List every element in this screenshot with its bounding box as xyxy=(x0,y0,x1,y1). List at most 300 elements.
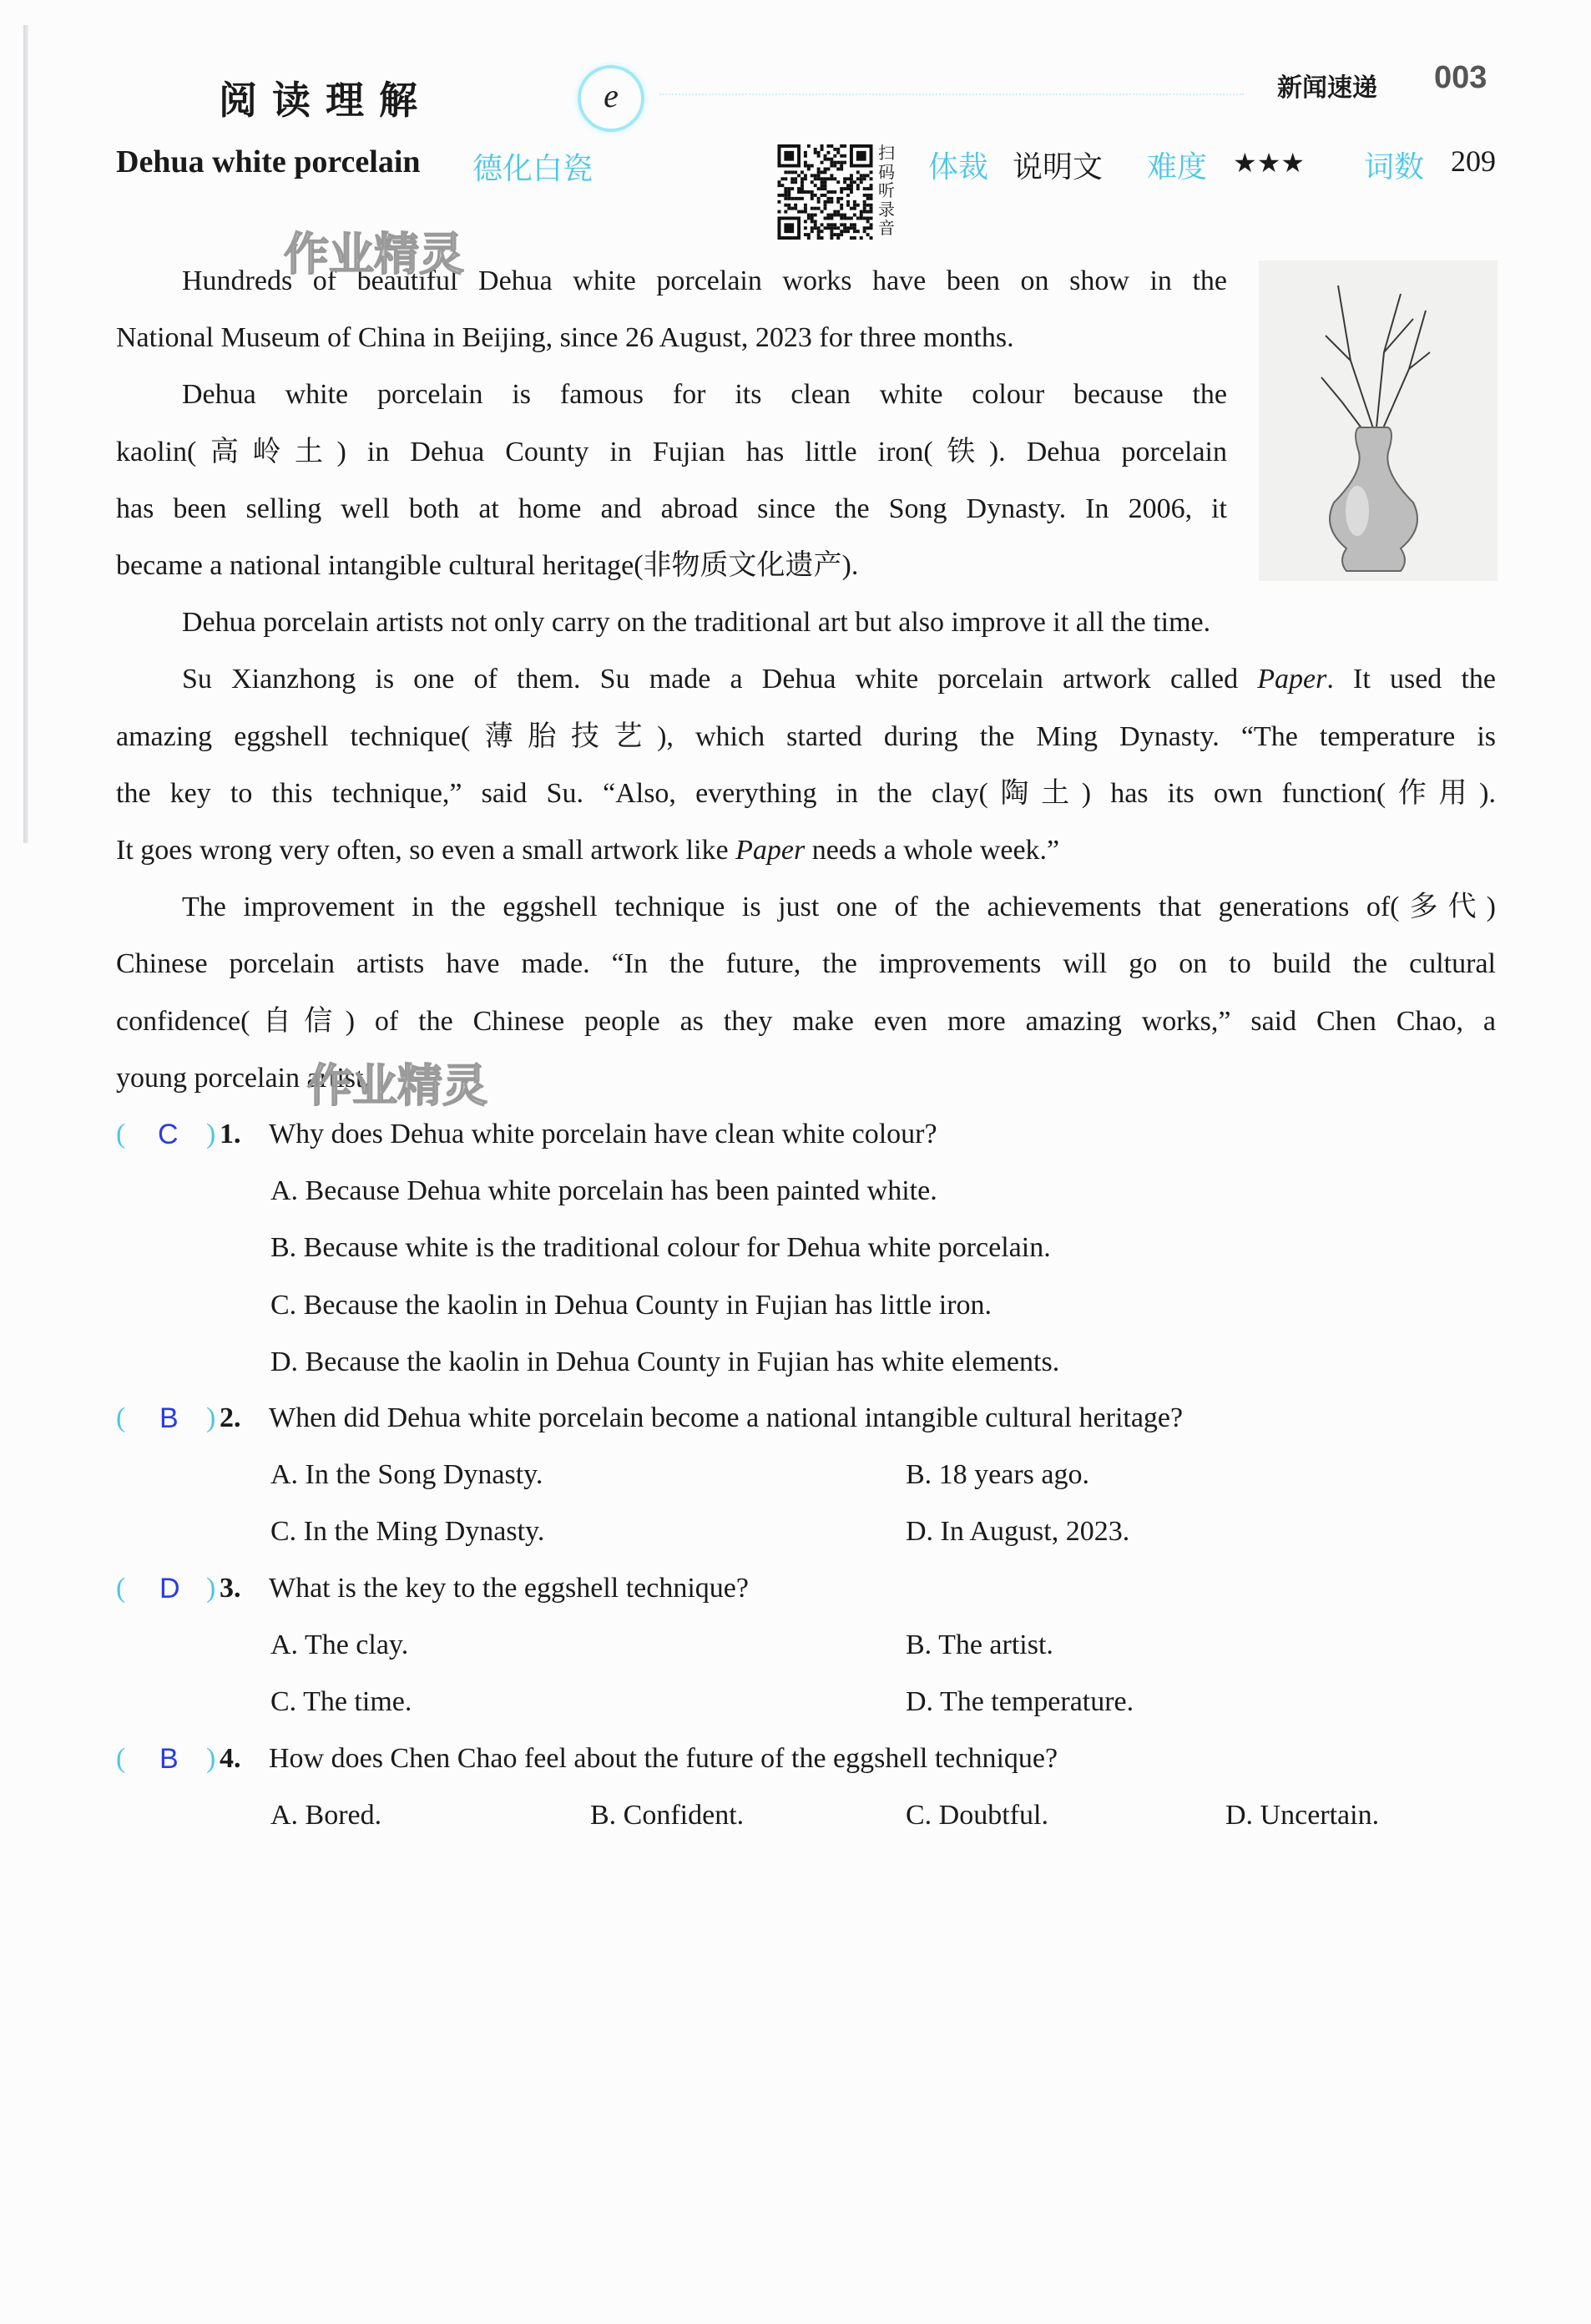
artwork-title: Paper xyxy=(1257,664,1327,695)
qr-module xyxy=(850,216,853,220)
qr-module xyxy=(797,210,801,214)
article-title-zh: 德化白瓷 xyxy=(472,152,593,186)
qr-module xyxy=(814,223,817,226)
qr-module xyxy=(853,204,856,207)
body-line: the key to this technique,” said Su. “Also, everything in the clay(陶土) has its own function(作用). xyxy=(116,777,1496,809)
answer-bracket[interactable] xyxy=(116,1119,225,1150)
column-name: 新闻速递 xyxy=(1277,73,1377,103)
qr-module xyxy=(840,197,843,200)
qr-module xyxy=(821,210,824,214)
qr-module xyxy=(821,170,824,174)
qr-module xyxy=(814,207,817,210)
qr-module xyxy=(797,190,801,194)
question-text: How does Chen Chao feel about the future of the eggshell technique? xyxy=(269,1743,1058,1774)
qr-module xyxy=(830,223,833,226)
option-b[interactable]: B. Confident. xyxy=(590,1800,745,1831)
qr-module xyxy=(814,226,817,230)
qr-module xyxy=(840,187,843,190)
body-line xyxy=(116,822,1496,879)
qr-module xyxy=(811,197,814,200)
qr-module xyxy=(830,144,833,148)
qr-module xyxy=(821,184,824,187)
qr-module xyxy=(804,151,807,154)
qr-module xyxy=(780,194,784,197)
qr-module xyxy=(811,194,814,197)
qr-module xyxy=(836,214,840,217)
qr-module xyxy=(826,151,830,154)
qr-code-icon[interactable] xyxy=(776,144,874,240)
qr-module xyxy=(843,161,846,164)
qr-module xyxy=(856,187,860,190)
qr-module xyxy=(830,214,833,217)
genre-value: 说明文 xyxy=(1013,150,1104,184)
qr-module xyxy=(780,184,784,187)
qr-module xyxy=(797,197,801,200)
qr-module xyxy=(787,194,790,197)
qr-module xyxy=(850,207,853,210)
qr-module xyxy=(863,216,866,220)
qr-module xyxy=(860,180,863,184)
qr-module xyxy=(817,197,821,200)
option-d[interactable]: D. In August, 2023. xyxy=(906,1516,1130,1548)
answer-letter: B xyxy=(159,1743,179,1775)
qr-module xyxy=(836,168,840,171)
body-line: young porcelain artist. xyxy=(116,1062,371,1094)
qr-module xyxy=(840,233,843,236)
qr-module xyxy=(821,230,824,233)
option-a[interactable]: A. In the Song Dynasty. xyxy=(270,1459,543,1491)
qr-module xyxy=(836,210,840,214)
qr-module xyxy=(811,180,814,184)
qr-module xyxy=(807,190,811,194)
body-line: kaolin(高岭土) in Dehua County in Fujian has little iron(铁). Dehua porcelain xyxy=(116,436,1227,467)
qr-module xyxy=(817,207,821,210)
qr-module xyxy=(870,236,873,240)
qr-module xyxy=(807,233,811,236)
qr-module xyxy=(797,187,801,190)
qr-module xyxy=(870,184,873,187)
qr-module xyxy=(866,233,870,236)
qr-module xyxy=(807,236,811,240)
qr-module xyxy=(860,174,863,177)
qr-module xyxy=(778,210,781,214)
option-c[interactable]: C. Doubtful. xyxy=(906,1800,1048,1831)
section-title: 阅读理解 xyxy=(219,78,432,123)
text-segment: needs a whole week.” xyxy=(805,835,1060,866)
qr-module xyxy=(860,210,863,214)
qr-module xyxy=(840,214,843,217)
qr-module xyxy=(778,180,781,184)
qr-module xyxy=(840,190,843,194)
bracket-open: ( xyxy=(116,1743,126,1774)
qr-module xyxy=(817,236,821,240)
answer-letter: C xyxy=(158,1119,179,1150)
qr-module xyxy=(833,226,836,230)
question-number: 4. xyxy=(220,1743,241,1774)
qr-module xyxy=(814,174,817,177)
answer-bracket[interactable] xyxy=(116,1402,225,1434)
qr-module xyxy=(843,216,846,220)
qr-module xyxy=(817,200,821,204)
qr-module xyxy=(811,214,814,217)
qr-module xyxy=(850,236,853,240)
qr-module xyxy=(811,226,814,230)
qr-module xyxy=(804,174,807,177)
qr-module xyxy=(817,168,821,171)
qr-module xyxy=(814,214,817,217)
qr-module xyxy=(843,187,846,190)
qr-module xyxy=(784,204,787,207)
qr-module xyxy=(804,220,807,223)
qr-module xyxy=(804,210,807,214)
qr-module xyxy=(846,187,850,190)
section-badge: e xyxy=(578,65,644,132)
qr-module xyxy=(790,197,794,200)
qr-module xyxy=(784,187,787,190)
qr-module xyxy=(824,226,827,230)
qr-module xyxy=(850,223,853,226)
qr-module xyxy=(784,170,787,174)
qr-module xyxy=(866,204,870,207)
qr-module xyxy=(830,177,833,180)
body-line: amazing eggshell technique(薄胎技艺), which started during the Ming Dynasty. “The temperature is xyxy=(116,720,1496,752)
qr-module xyxy=(804,207,807,210)
qr-module xyxy=(860,216,863,220)
answer-letter: B xyxy=(159,1402,179,1434)
qr-module xyxy=(821,161,824,164)
qr-module xyxy=(801,197,804,200)
text-segment: It goes wrong very often, so even a small artwork like xyxy=(116,835,736,866)
qr-module xyxy=(787,190,790,194)
qr-module xyxy=(833,177,836,180)
qr-module xyxy=(830,230,833,233)
qr-module xyxy=(833,190,836,194)
qr-module xyxy=(836,161,840,164)
header-divider xyxy=(659,93,1244,95)
qr-module xyxy=(866,187,870,190)
option-a[interactable]: A. Bored. xyxy=(270,1800,382,1831)
qr-module xyxy=(778,184,781,187)
body-line: Hundreds of beautiful Dehua white porcelain works have been on show in the xyxy=(182,265,1227,296)
qr-module xyxy=(853,200,856,204)
qr-module xyxy=(804,161,807,164)
body-line xyxy=(116,651,1496,708)
qr-module xyxy=(860,177,863,180)
qr-module xyxy=(794,204,797,207)
qr-module xyxy=(866,226,870,230)
qr-module xyxy=(801,177,804,180)
qr-module xyxy=(826,144,830,148)
qr-module xyxy=(824,194,827,197)
qr-module xyxy=(817,174,821,177)
qr-module xyxy=(807,214,811,217)
qr-module xyxy=(824,184,827,187)
qr-module xyxy=(790,177,794,180)
qr-module xyxy=(784,210,787,214)
qr-module xyxy=(840,223,843,226)
qr-module xyxy=(833,214,836,217)
qr-module xyxy=(821,180,824,184)
qr-module xyxy=(794,180,797,184)
qr-module xyxy=(797,174,801,177)
option-d[interactable]: D. Because the kaolin in Dehua County in Fujian has white elements. xyxy=(270,1346,1060,1377)
qr-module xyxy=(821,177,824,180)
qr-module xyxy=(856,177,860,180)
qr-module xyxy=(814,148,817,151)
difficulty-label: 难度 xyxy=(1147,150,1208,184)
answer-bracket[interactable] xyxy=(116,1743,225,1775)
body-line: has been selling well both at home and abroad since the Song Dynasty. In 2006, it xyxy=(116,493,1227,524)
qr-module xyxy=(784,197,787,200)
qr-module xyxy=(843,177,846,180)
qr-module xyxy=(784,177,787,180)
body-line: The improvement in the eggshell technique is just one of the achievements that generations of(多代) xyxy=(182,892,1496,923)
qr-module xyxy=(807,164,811,168)
question-text: Why does Dehua white porcelain have clean white colour? xyxy=(269,1119,937,1149)
qr-module xyxy=(853,207,856,210)
qr-module xyxy=(836,151,840,154)
qr-module xyxy=(850,177,853,180)
option-c[interactable]: C. The time. xyxy=(270,1686,412,1718)
qr-module xyxy=(863,200,866,204)
qr-module xyxy=(870,226,873,230)
body-line: Chinese porcelain artists have made. “In the future, the improvements will go on to build the cultural xyxy=(116,948,1496,980)
qr-module xyxy=(833,161,836,164)
qr-module xyxy=(790,170,794,174)
qr-module xyxy=(843,214,846,217)
qr-module xyxy=(840,154,843,158)
qr-module xyxy=(836,233,840,236)
option-a[interactable]: A. Because Dehua white porcelain has been painted white. xyxy=(270,1175,937,1207)
qr-module xyxy=(830,236,833,240)
bracket-close: ) xyxy=(206,1402,216,1433)
qr-module xyxy=(807,144,811,148)
qr-module xyxy=(860,236,863,240)
qr-module xyxy=(856,184,860,187)
question-text: What is the key to the eggshell technique? xyxy=(269,1573,749,1604)
watermark: 作业精灵 xyxy=(307,1059,487,1112)
artwork-title: Paper xyxy=(735,835,806,866)
option-c[interactable]: C. Because the kaolin in Dehua County in Fujian has little iron. xyxy=(270,1289,992,1321)
qr-module xyxy=(870,216,873,220)
qr-module xyxy=(836,236,840,240)
option-a[interactable]: A. The clay. xyxy=(270,1629,409,1661)
qr-module xyxy=(870,223,873,226)
qr-module xyxy=(801,170,804,174)
text-segment: Su Xianzhong is one of them. Su made a Dehua white porcelain artwork called xyxy=(182,664,1258,695)
bracket-close: ) xyxy=(206,1119,216,1149)
qr-module xyxy=(843,226,846,230)
qr-module xyxy=(833,223,836,226)
qr-module xyxy=(856,230,860,233)
qr-module xyxy=(824,187,827,190)
qr-module xyxy=(821,187,824,190)
page-number: 003 xyxy=(1434,60,1487,95)
qr-module xyxy=(840,164,843,168)
qr-module xyxy=(824,168,827,171)
qr-module xyxy=(843,223,846,226)
qr-module xyxy=(821,148,824,151)
qr-module xyxy=(836,180,840,184)
qr-module xyxy=(856,216,860,220)
bracket-close: ) xyxy=(206,1573,216,1604)
qr-module xyxy=(853,223,856,226)
question-text: When did Dehua white porcelain become a national intangible cultural heritage? xyxy=(269,1402,1184,1433)
qr-module xyxy=(811,216,814,220)
qr-module xyxy=(824,154,827,158)
qr-module xyxy=(850,180,853,184)
qr-module xyxy=(790,207,794,210)
qr-module xyxy=(830,174,833,177)
qr-module xyxy=(801,210,804,214)
qr-module xyxy=(807,216,811,220)
qr-module xyxy=(850,184,853,187)
qr-module xyxy=(863,174,866,177)
qr-module xyxy=(804,177,807,180)
qr-module xyxy=(833,148,836,151)
qr-module xyxy=(790,180,794,184)
qr-module xyxy=(824,200,827,204)
qr-module xyxy=(870,210,873,214)
qr-module xyxy=(856,204,860,207)
bracket-open: ( xyxy=(116,1573,126,1604)
qr-module xyxy=(811,174,814,177)
difficulty-stars: ★★★ xyxy=(1233,147,1306,179)
bracket-open: ( xyxy=(116,1402,126,1433)
qr-module xyxy=(830,158,833,161)
qr-module xyxy=(804,226,807,230)
qr-module xyxy=(787,197,790,200)
qr-module xyxy=(787,170,790,174)
qr-module xyxy=(826,168,830,171)
qr-module xyxy=(787,187,790,190)
qr-module xyxy=(804,154,807,158)
qr-module xyxy=(817,233,821,236)
qr-module xyxy=(863,204,866,207)
qr-module xyxy=(840,168,843,171)
qr-module xyxy=(807,168,811,171)
option-d[interactable]: D. Uncertain. xyxy=(1225,1800,1380,1831)
qr-module xyxy=(821,194,824,197)
qr-module xyxy=(830,164,833,168)
qr-module xyxy=(826,216,830,220)
qr-module xyxy=(853,180,856,184)
qr-module xyxy=(846,204,850,207)
question-number: 2. xyxy=(220,1402,241,1433)
qr-module xyxy=(850,190,853,194)
qr-module xyxy=(836,200,840,204)
qr-module xyxy=(860,214,863,217)
qr-module xyxy=(814,220,817,223)
qr-module xyxy=(794,170,797,174)
qr-module xyxy=(804,164,807,168)
qr-module xyxy=(846,184,850,187)
qr-module xyxy=(846,226,850,230)
qr-module xyxy=(826,214,830,217)
qr-module xyxy=(801,180,804,184)
qr-module xyxy=(846,194,850,197)
qr-module xyxy=(836,226,840,230)
body-line: became a national intangible cultural heritage(非物质文化遗产). xyxy=(116,550,859,582)
qr-module xyxy=(850,226,853,230)
genre-label: 体裁 xyxy=(928,150,989,184)
qr-module xyxy=(833,154,836,158)
qr-module xyxy=(840,216,843,220)
qr-module xyxy=(833,164,836,168)
qr-module xyxy=(817,170,821,174)
qr-module xyxy=(853,230,856,233)
qr-module xyxy=(811,207,814,210)
body-line: Dehua porcelain artists not only carry on the traditional art but also improve it all the time. xyxy=(182,607,1211,639)
option-b[interactable]: B. 18 years ago. xyxy=(906,1459,1090,1491)
qr-module xyxy=(804,204,807,207)
qr-module xyxy=(853,226,856,230)
article-title: Dehua white porcelain xyxy=(116,144,421,179)
qr-module xyxy=(817,230,821,233)
qr-module xyxy=(826,177,830,180)
qr-module xyxy=(840,144,843,148)
qr-module xyxy=(870,197,873,200)
qr-module xyxy=(784,190,787,194)
qr-module xyxy=(804,233,807,236)
word-count-label: 词数 xyxy=(1364,150,1425,184)
word-count: 209 xyxy=(1451,144,1496,178)
qr-module xyxy=(870,187,873,190)
qr-module xyxy=(824,207,827,210)
qr-module xyxy=(850,174,853,177)
qr-module xyxy=(826,190,830,194)
qr-module xyxy=(814,177,817,180)
question-number: 1. xyxy=(220,1119,241,1149)
qr-module xyxy=(866,210,870,214)
qr-module xyxy=(866,174,870,177)
qr-module xyxy=(830,161,833,164)
qr-module xyxy=(853,214,856,217)
qr-module xyxy=(778,194,781,197)
qr-module xyxy=(811,164,814,168)
qr-module xyxy=(863,226,866,230)
qr-module xyxy=(863,177,866,180)
qr-module xyxy=(826,197,830,200)
answer-letter: D xyxy=(159,1573,180,1604)
qr-module xyxy=(866,197,870,200)
qr-module xyxy=(814,151,817,154)
qr-module xyxy=(846,230,850,233)
qr-module xyxy=(821,236,824,240)
option-b[interactable]: B. Because white is the traditional colour for Dehua white porcelain. xyxy=(270,1232,1051,1264)
qr-module xyxy=(866,194,870,197)
qr-module xyxy=(843,180,846,184)
qr-module xyxy=(817,154,821,158)
qr-module xyxy=(840,207,843,210)
question-number: 3. xyxy=(220,1573,241,1604)
option-d[interactable]: D. The temperature. xyxy=(906,1686,1134,1718)
qr-module xyxy=(824,170,827,174)
option-b[interactable]: B. The artist. xyxy=(906,1629,1053,1661)
qr-module xyxy=(870,204,873,207)
qr-module xyxy=(787,207,790,210)
qr-module xyxy=(836,197,840,200)
qr-module xyxy=(863,210,866,214)
qr-module xyxy=(870,177,873,180)
qr-module xyxy=(870,194,873,197)
answer-bracket[interactable] xyxy=(116,1573,225,1604)
qr-module xyxy=(830,216,833,220)
qr-module xyxy=(824,177,827,180)
option-c[interactable]: C. In the Ming Dynasty. xyxy=(270,1516,545,1548)
qr-module xyxy=(863,187,866,190)
qr-module xyxy=(790,187,794,190)
